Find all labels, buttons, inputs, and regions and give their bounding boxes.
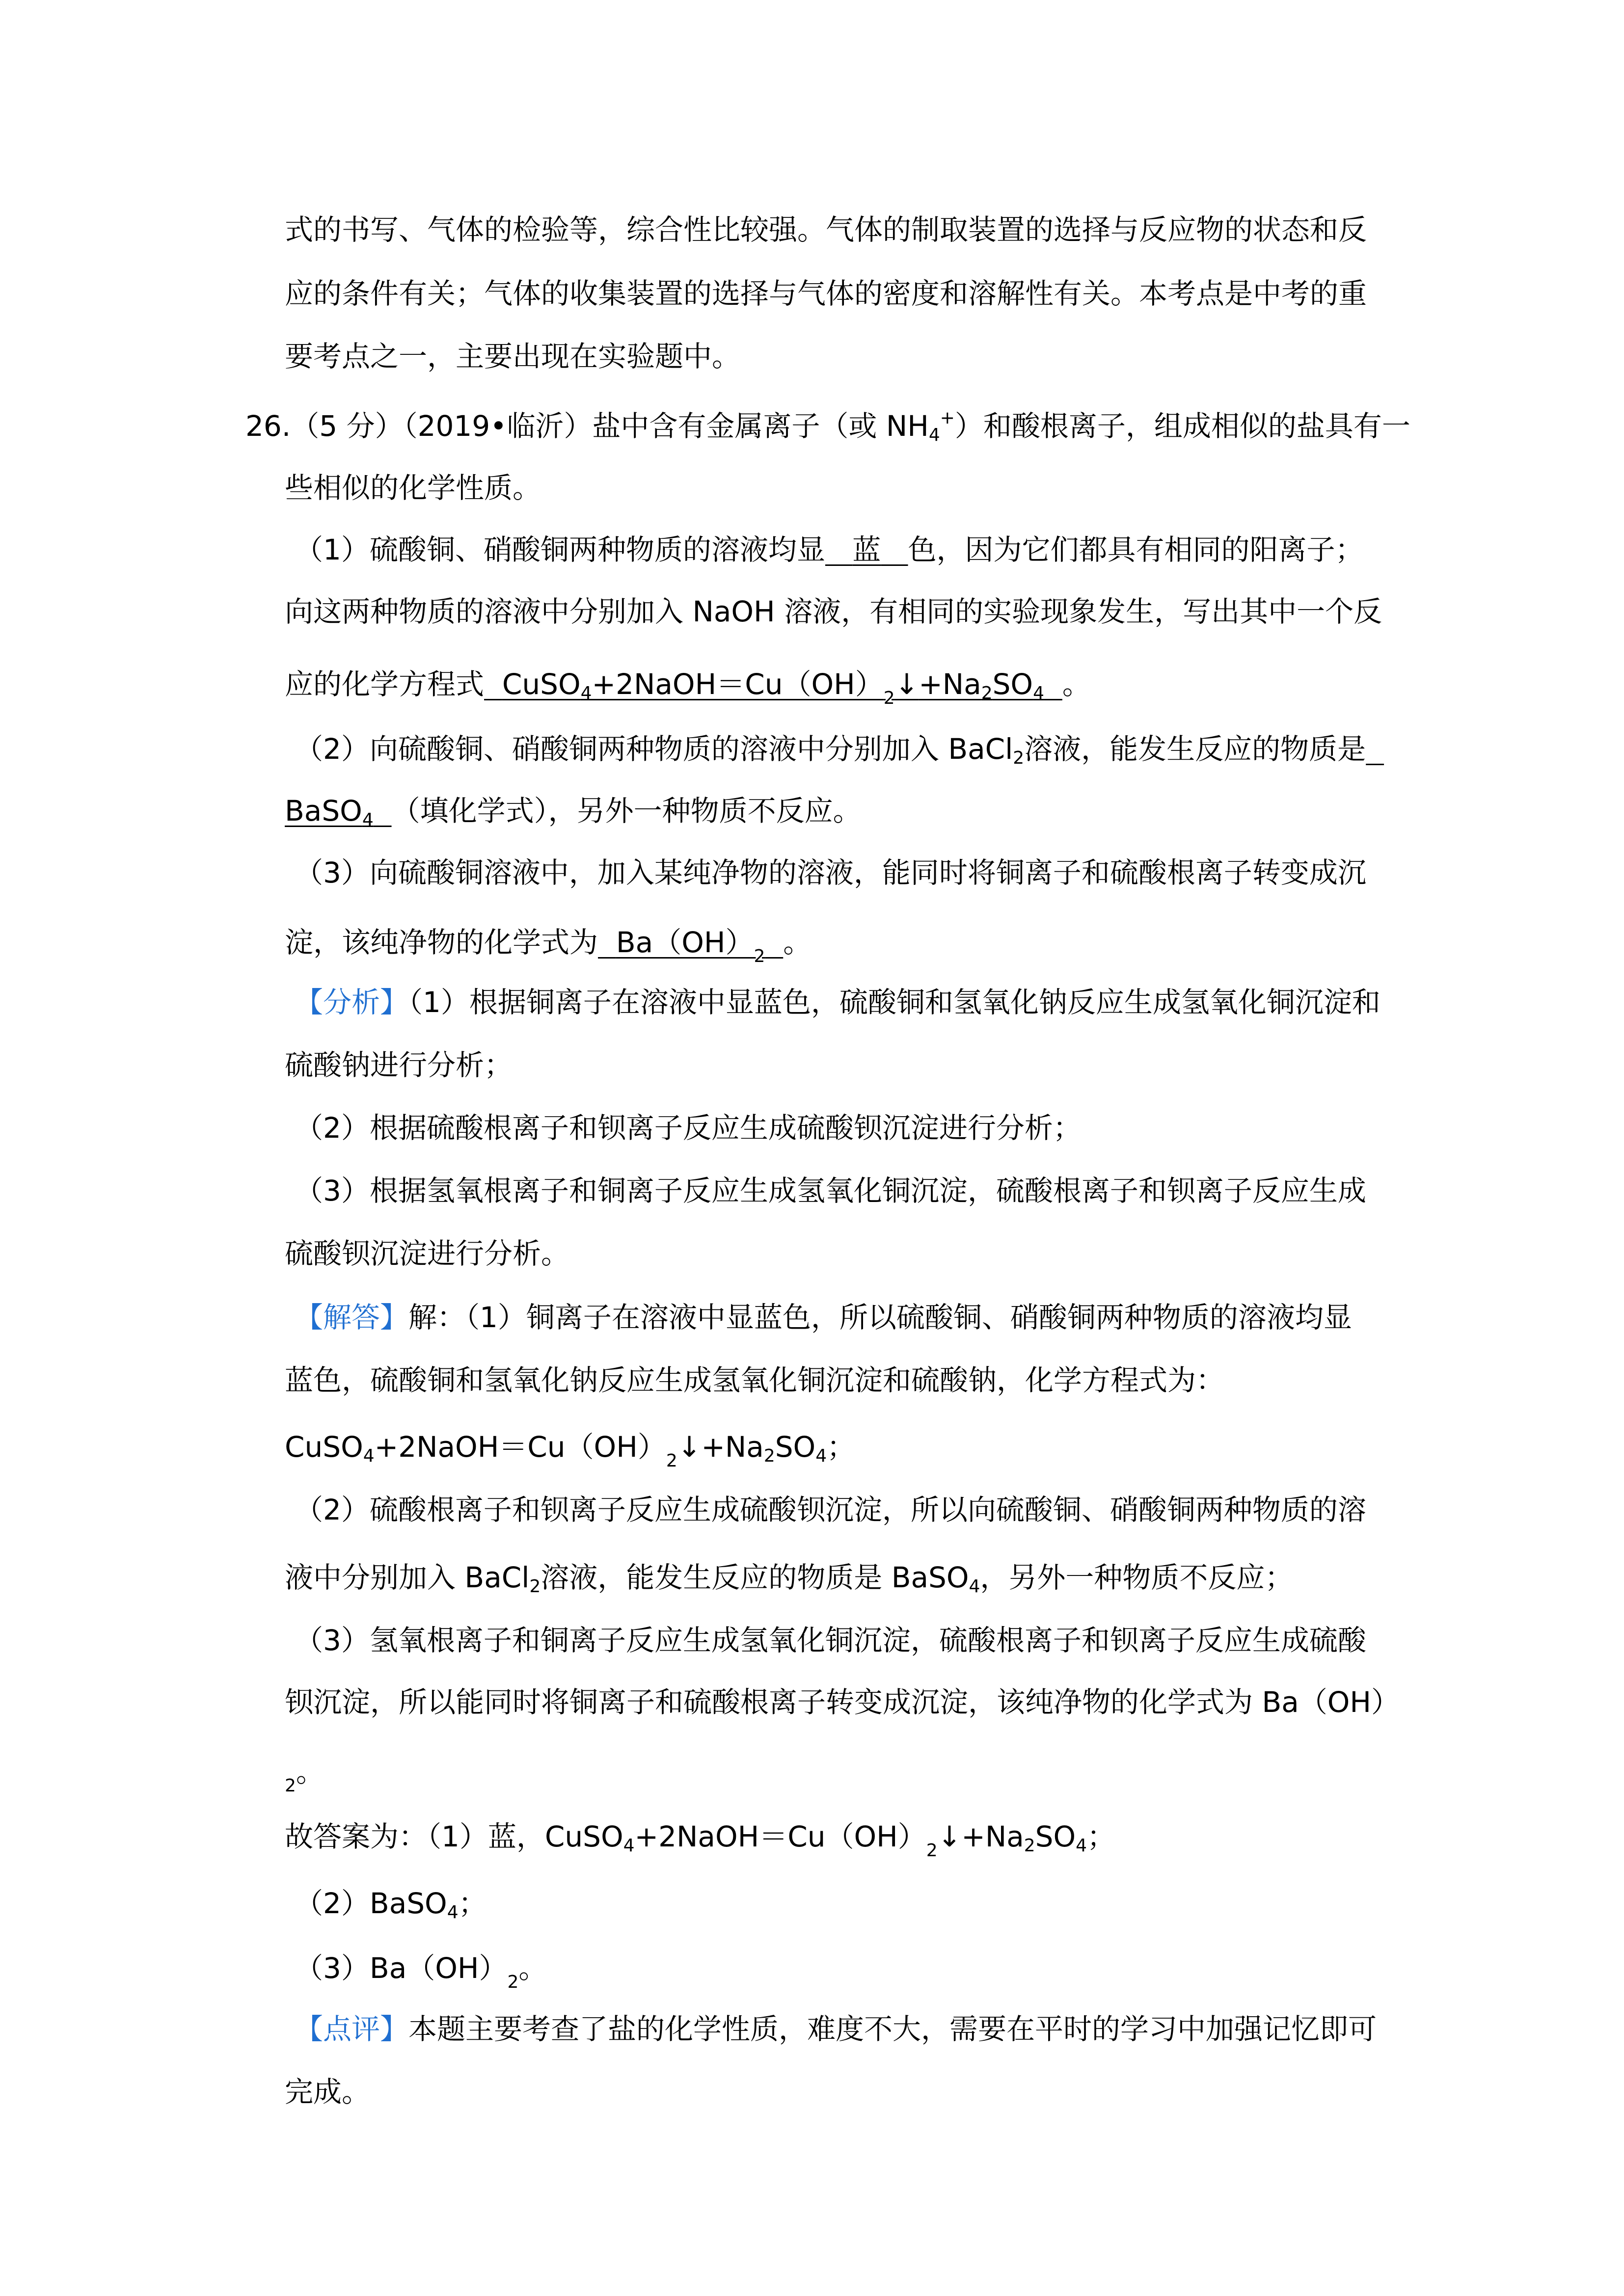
eq-part: +Na	[961, 1820, 1024, 1853]
eq-part: SO	[992, 667, 1033, 701]
p2-text-c: （填化学式），另外一种物质不反应。	[391, 794, 862, 828]
eq-sub: 4	[580, 683, 592, 704]
comment-line-1	[295, 2011, 1377, 2047]
eq-part: +Na	[701, 1430, 764, 1464]
solution-line-7: 钡沉淀，所以能同时将铜离子和硫酸根离子转变成沉淀，该纯净物的化学式为 Ba（OH）	[285, 1685, 1400, 1719]
eq-part: SO	[1035, 1820, 1076, 1853]
intro-line-3: 要考点之一，主要出现在实验题中。	[285, 340, 741, 373]
analysis-line-5: 硫酸钡沉淀进行分析。	[285, 1237, 570, 1270]
part-3-line-1: （3）向硫酸铜溶液中，加入某纯净物的溶液，能同时将铜离子和硫酸根离子转变成沉	[295, 856, 1366, 889]
solution-line-6: （3）氢氧根离子和铜离子反应生成氢氧化铜沉淀，硫酸根离子和钡离子反应生成硫酸	[295, 1624, 1366, 1657]
p3-answer: Ba（OH）	[616, 926, 754, 959]
analysis-line-2: 硫酸钠进行分析；	[285, 1048, 513, 1082]
part-1-line-3	[285, 667, 1091, 706]
comment-text: 本题主要考查了盐的化学性质，难度不大，需要在平时的学习中加强记忆即可	[408, 2012, 1377, 2046]
answer-line-1	[285, 1819, 1115, 1859]
eq-sub: 2	[763, 1446, 775, 1467]
solution-line-2: 蓝色，硫酸铜和氢氧化钠反应生成氢氧化铜沉淀和硫酸钠，化学方程式为：	[285, 1363, 1225, 1397]
p2-blank-answer	[285, 794, 392, 828]
solution-line-8	[285, 1754, 325, 1794]
down-arrow-icon: ↓	[894, 667, 919, 701]
solution-end: 。	[296, 1755, 325, 1789]
solution-line-5	[285, 1560, 1293, 1595]
eq-sub: 2	[666, 1450, 677, 1471]
answer-lead: 故答案为：（1）蓝，	[285, 1820, 545, 1853]
solution-text: 解：（1）铜离子在溶液中显蓝色，所以硫酸铜、硝酸铜两种物质的溶液均显	[408, 1301, 1352, 1334]
comment-tag: 【点评】	[295, 2012, 409, 2046]
p2-answer: BaSO	[285, 794, 362, 828]
stem-text: 盐中含有金属离子（或 NH	[592, 409, 929, 443]
comment-line-2: 完成。	[285, 2075, 371, 2109]
question-stem	[245, 408, 1410, 444]
answer-3-sub: 2	[507, 1972, 519, 1992]
p3-text: 淀，该纯净物的化学式为	[285, 926, 598, 959]
eq-part: CuSO	[502, 667, 581, 701]
answer-2: （2）BaSO	[295, 1887, 447, 1920]
stem-text-b: ）和酸根离子，组成相似的盐具有一	[954, 409, 1410, 443]
solution-line-4: （2）硫酸根离子和钡离子反应生成硫酸钡沉淀，所以向硫酸铜、硝酸铜两种物质的溶	[295, 1493, 1366, 1526]
analysis-line-3: （2）根据硫酸根离子和钡离子反应生成硫酸钡沉淀进行分析；	[295, 1111, 1082, 1145]
answer-2-end: ；	[458, 1887, 487, 1920]
part-1-line-1	[295, 532, 1364, 567]
eq-part: SO	[775, 1430, 816, 1464]
intro-line-2: 应的条件有关；气体的收集装置的选择与气体的密度和溶解性有关。本考点是中考的重	[285, 277, 1367, 310]
question-score: （5 分）	[291, 409, 404, 443]
p2-blank-start	[1366, 732, 1384, 766]
p2-text-b: 溶液，能发生反应的物质是	[1024, 732, 1366, 766]
question-source: （2019•临沂）	[403, 409, 593, 443]
part-3-line-2	[285, 925, 812, 964]
part-2-line-2	[285, 793, 862, 828]
part-1-line-2: 向这两种物质的溶液中分别加入 NaOH 溶液，有相同的实验现象发生，写出其中一个反	[285, 595, 1382, 628]
p1-text-b: 色，因为它们都具有相同的阳离子；	[908, 533, 1364, 566]
solution-text: 液中分别加入 BaCl	[285, 1561, 530, 1594]
down-arrow-icon: ↓	[937, 1820, 962, 1853]
eq-sub: 2	[883, 688, 895, 708]
p1-end: 。	[1062, 667, 1091, 701]
solution-sub: 4	[969, 1576, 980, 1597]
eq-end: ；	[1086, 1820, 1115, 1853]
eq-sub: 2	[1024, 1836, 1035, 1856]
eq-sub: 4	[623, 1836, 635, 1856]
eq-end: ；	[827, 1430, 856, 1464]
p3-end: 。	[783, 926, 812, 959]
p1-text: （1）硫酸铜、硝酸铜两种物质的溶液均显	[295, 533, 825, 566]
analysis-line-4: （3）根据氢氧根离子和铜离子反应生成氢氧化铜沉淀，硫酸根离子和钡离子反应生成	[295, 1174, 1366, 1207]
answer-line-2	[295, 1886, 487, 1921]
intro-line-1: 式的书写、气体的检验等，综合性比较强。气体的制取装置的选择与反应物的状态和反	[285, 213, 1367, 246]
question-stem-line-2: 些相似的化学性质。	[285, 471, 541, 505]
eq-sub: 4	[815, 1446, 827, 1467]
down-arrow-icon: ↓	[677, 1430, 702, 1464]
stem-sub: 4	[928, 425, 940, 446]
solution-equation	[285, 1429, 855, 1469]
solution-line-1	[295, 1300, 1352, 1335]
p3-answer-sub: 2	[754, 946, 765, 966]
eq-part: CuSO	[544, 1820, 623, 1853]
solution-text: 溶液，能发生反应的物质是 BaSO	[541, 1561, 969, 1594]
answer-3: （3）Ba（OH）	[295, 1951, 508, 1985]
p1-equation-answer	[484, 667, 1062, 708]
question-number: 26.	[245, 409, 291, 443]
eq-sub: 4	[1033, 683, 1044, 704]
p1-line3-text: 应的化学方程式	[285, 667, 485, 701]
eq-sub: 2	[981, 683, 993, 704]
answer-line-3	[295, 1950, 547, 1990]
solution-tag: 【解答】	[295, 1301, 409, 1334]
solution-sub: 2	[285, 1775, 296, 1796]
analysis-text: （1）根据铜离子在溶液中显蓝色，硫酸铜和氢氧化钠反应生成氢氧化铜沉淀和	[408, 986, 1380, 1019]
eq-part: CuSO	[285, 1430, 363, 1464]
analysis-line-1	[295, 985, 1380, 1020]
p2-text: （2）向硫酸铜、硝酸铜两种物质的溶液中分别加入 BaCl	[295, 732, 1013, 766]
eq-sub: 4	[1076, 1836, 1087, 1856]
p2-sub: 2	[1013, 748, 1025, 769]
eq-part: +Na	[919, 667, 981, 701]
answer-2-sub: 4	[447, 1902, 459, 1923]
solution-sub: 2	[529, 1576, 541, 1597]
p1-blank-answer	[825, 533, 908, 566]
eq-sub: 4	[363, 1446, 375, 1467]
analysis-tag: 【分析】	[295, 986, 409, 1019]
eq-sub: 2	[926, 1840, 938, 1861]
p2-answer-sub: 4	[362, 810, 374, 830]
answer-3-end: 。	[518, 1951, 547, 1985]
stem-sup: +	[940, 407, 955, 428]
p3-blank-answer	[598, 926, 783, 966]
eq-part: +2NaOH＝Cu（OH）	[634, 1820, 926, 1853]
solution-text: ，另外一种物质不反应；	[980, 1561, 1294, 1594]
part-2-line-1	[295, 731, 1384, 767]
eq-part: +2NaOH＝Cu（OH）	[374, 1430, 666, 1464]
eq-part: +2NaOH＝Cu（OH）	[592, 667, 884, 701]
p1-blank-text: 蓝	[852, 533, 881, 566]
